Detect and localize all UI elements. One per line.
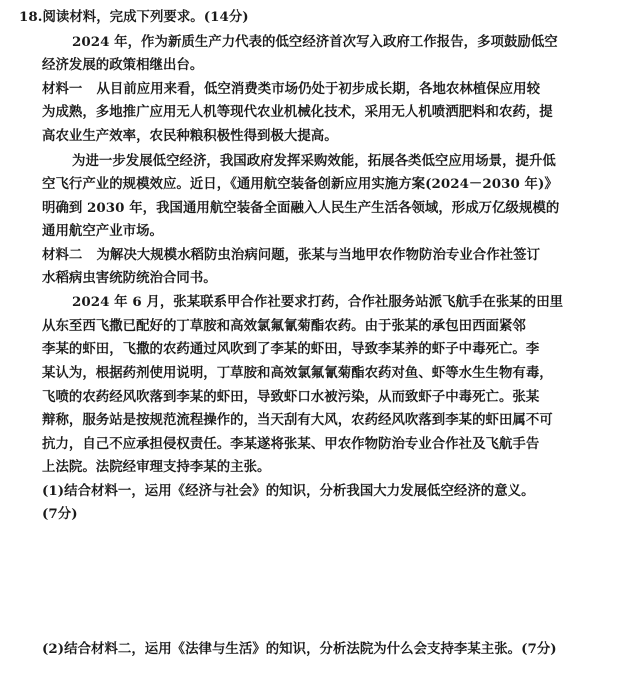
material2-line-8: 辩称，服务站是按规范流程操作的，当天刮有大风，农药经风吹落到李某的虾田属不可 (42, 412, 553, 428)
subquestion-1-line-2: (7分) (42, 506, 78, 522)
material2-line-4: 从东至西飞撒已配好的丁草胺和高效氯氟氰菊酯农药。由于张某的承包田西面紧邻 (42, 318, 526, 334)
material1-line-7: 通用航空产业市场。 (42, 223, 163, 239)
subquestion-1-line-1: (1)结合材料一，运用《经济与社会》的知识，分析我国大力发展低空经济的意义。 (42, 483, 535, 499)
material2-line-10: 上法院。法院经审理支持李某的主张。 (42, 459, 271, 475)
material2-label: 材料二 (42, 247, 83, 263)
material2-line-7: 飞喷的农药经风吹落到李某的虾田，导致虾口水被污染，从而致虾子中毒死亡。张某 (42, 389, 540, 405)
subquestion-2: (2)结合材料二，运用《法律与生活》的知识，分析法院为什么会支持李某主张。(7分) (42, 641, 557, 657)
material1-line-1 (42, 80, 540, 99)
material2-text-1: 为解决大规模水稻防虫治病问题，张某与当地甲农作物防治专业合作社签订 (96, 247, 541, 263)
material2-line-2: 水稻病虫害统防统治合同书。 (42, 270, 217, 286)
material1-line-3: 高农业生产效率，农民种粮积极性得到极大提高。 (42, 128, 338, 144)
intro-line-1: 2024 年，作为新质生产力代表的低空经济首次写入政府工作报告，多项鼓励低空 (72, 34, 558, 50)
material1-line-5: 空飞行产业的规模效应。近日，《通用航空装备创新应用实施方案(2024－2030 年)》 (42, 176, 558, 192)
material1-line-6: 明确到 2030 年，我国通用航空装备全面融入人民生产生活各领域，形成万亿级规模的 (42, 200, 560, 216)
question-heading: 阅读材料，完成下列要求。(14分) (42, 9, 249, 25)
material2-line-3: 2024 年 6 月，张某联系甲合作社要求打药，合作社服务站派飞航手在张某的田里 (72, 294, 564, 310)
material2-line-1 (42, 246, 540, 265)
intro-line-2: 经济发展的政策相继出台。 (42, 57, 204, 73)
material1-text-1: 从目前应用来看，低空消费类市场仍处于初步成长期，各地农林植保应用较 (96, 81, 541, 97)
material1-label: 材料一 (42, 81, 83, 97)
material1-line-2: 为成熟，多地推广应用无人机等现代农业机械化技术，采用无人机喷洒肥料和农药，提 (42, 104, 553, 120)
question-header (19, 8, 249, 27)
material2-line-9: 抗力，自己不应承担侵权责任。李某遂将张某、甲农作物防治专业合作社及飞航手告 (42, 436, 540, 452)
material2-line-6: 某认为，根据药剂使用说明，丁草胺和高效氯氟氰菊酯农药对鱼、虾等水生生物有毒， (42, 365, 553, 381)
question-number: 18. (19, 9, 43, 25)
material1-line-4: 为进一步发展低空经济，我国政府发挥采购效能，拓展各类低空应用场景，提升低 (72, 153, 556, 169)
material2-line-5: 李某的虾田，飞撒的农药通过风吹到了李某的虾田，导致李某养的虾子中毒死亡。李 (42, 341, 540, 357)
